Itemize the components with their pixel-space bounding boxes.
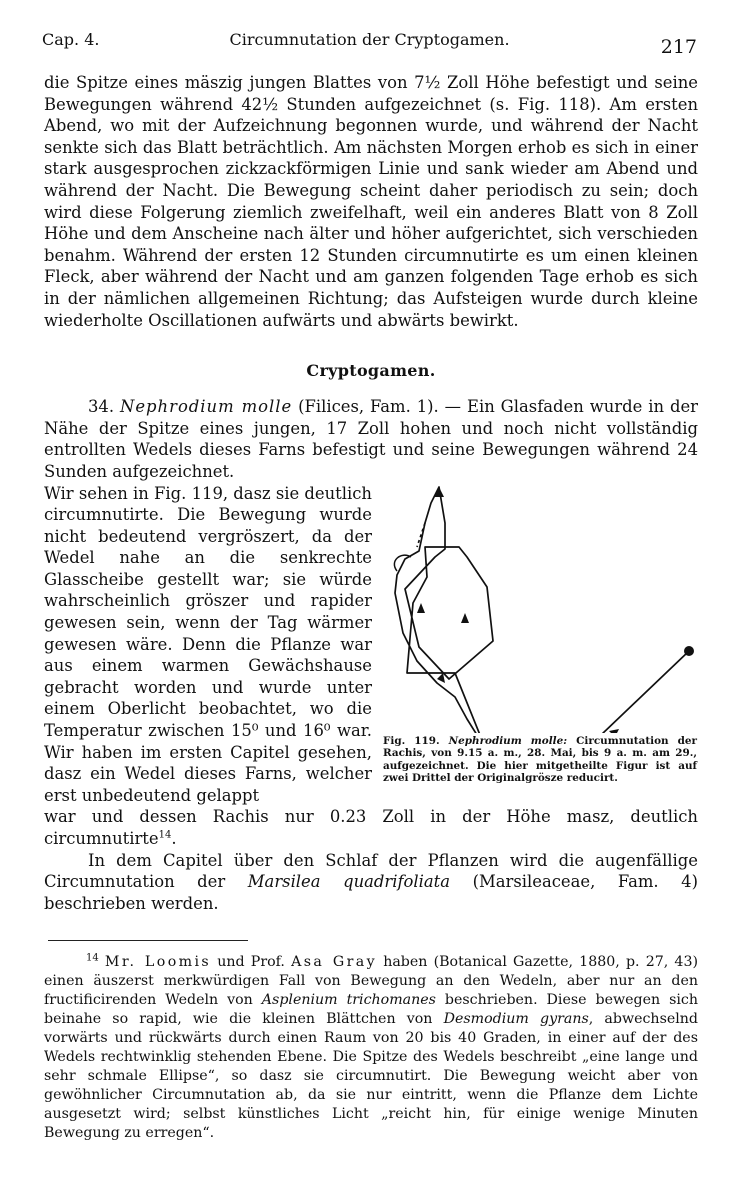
footnote-rule [48, 940, 248, 941]
figure-caption-text: Circumnutation der Rachis, von 9.15 a. m., 28. Mai, bis 9 a. m. am 29., aufgezeichnet. Die hier mitgetheilte Figur ist auf zwei Drittel der Originalgrösze reducirt. [383, 734, 697, 785]
paragraph-continued: die Spitze eines mäszig jungen Blattes von 7½ Zoll Höhe befestigt und seine Bewegungen während 42½ Stunden aufgezeichnet (s. Fig. 118). Am ersten Abend, wo mit der Aufzeichnung begonnen wurde, und während der Nacht senkte sich das Blatt beträchtlich. Am nächsten Morgen erhob es sich in einer stark ausgesprochen zickzackförmigen Linie und sank wieder am Abend und während der Nacht. Die Bewegung scheint daher periodisch zu sein; doch wird diese Folgerung ziemlich zweifelhaft, weil ein anderes Blatt von 8 Zoll Höhe und dem Anscheine nach älter und höher aufgerichtet, sich verschieden benahm. Während der ersten 12 Stunden circumnutirte es um einen kleinen Fleck, aber während der Nacht und am ganzen folgenden Tage erhob es sich in der nämlichen allgemeinen Richtung; das Aufsteigen wurde durch kleine wiederholte Oscillationen aufwärts und abwärts bewirkt. [44, 73, 698, 330]
paragraph-tail-text: war und dessen Rachis nur 0.23 Zoll in der Höhe masz, deutlich circumnutirte [44, 807, 698, 848]
arrowhead [609, 729, 619, 733]
species-name: Asplenium trichomanes [261, 992, 436, 1009]
figure-119 [377, 483, 699, 833]
species-name: Desmodium gyrans [443, 1011, 589, 1028]
author-name: Asa Gray [291, 954, 378, 971]
footnote-ref: 14 [158, 829, 172, 841]
footnote-text: , abwechselnd vorwärts und rückwärts durch einen Raum von 20 bis 40 Graden, in einer auf der des Wedels rechtwinklig stehenden Ebene. Die Spitze des Wedels beschreibt „eine lange und sehr schmale Ellipse“, so dasz sie circumnutirt. Die Bewegung weicht aber von gewöhnlicher Circumnutation ab, da sie nur eintritt, wenn die Pflanze dem Lichte ausgesetzt wird; selbst künstliches Licht „reicht hin, für einige wenige Minuten Bewegung zu erregen“. [44, 1011, 699, 1142]
species-name: Marsilea quadrifoliata [247, 872, 451, 892]
paragraph-nephrodium [44, 396, 698, 482]
paragraph-tail-end: . [171, 829, 177, 848]
footnote-14 [44, 953, 698, 1143]
paragraph-wrapped-text: Wir sehen in Fig. 119, dasz sie deutlich circumnutirte. Die Bewegung wurde nicht bedeutend vergröszert, da der Wedel nahe an die senkrechte Glasscheibe gestellt war; sie würde wahrscheinlich gröszer und rapider gewesen sein, wenn der Tag wärmer gewesen wäre. Denn die Pflanze war aus einem warmen Gewächshause gebracht worden und wurde unter einem Oberlicht beobachtet, wo die Temperatur zwischen 15⁰ und 16⁰ war. Wir haben im ersten Capitel gesehen, dasz ein Wedel dieses Farns, welcher erst unbedeutend gelappt [44, 483, 372, 805]
page-body [44, 72, 698, 1143]
figure-label: Fig. 119. [383, 734, 440, 747]
paragraph-text: (Filices, Fam. 1). — Ein Glasfaden wurde in der Nähe der Spitze eines jungen, 17 Zoll hohen und noch nicht vollständig entrollten Wedels dieses Farns befestigt und seine Bewegungen während 24 Sunden aufgezeichnet. [44, 397, 699, 481]
circumnutation-tracing [377, 483, 699, 733]
running-head [42, 30, 697, 60]
chapter-label: Cap. 4. [42, 30, 100, 49]
section-heading: Cryptogamen. [306, 361, 436, 381]
end-dot [684, 646, 694, 656]
figure-block [44, 483, 698, 807]
item-number: 34. [88, 397, 115, 417]
author-name: Mr. Loomis [104, 954, 212, 971]
figure-species: Nephrodium molle: [448, 734, 568, 747]
footnote-text: und Prof. [211, 954, 292, 971]
footnote-text: beschrieben. Diese bewegen sich beinahe so rapid, wie die kleinen Blättchen von [44, 992, 698, 1028]
footnote-text: haben (Botanical Gazette, 1880, p. 27, 43) einen äuszerst merkwürdigen Fall von Bewegung an den Wedeln, aber nur an den fructificirenden Wedeln von [44, 954, 699, 1009]
page-number: 217 [660, 36, 697, 58]
wrapped-text-column [44, 483, 372, 807]
paragraph-text: (Marsileaceae, Fam. 4) beschrieben werden. [44, 872, 698, 913]
paragraph-text: In dem Capitel über den Schlaf der Pflanzen wird die augenfällige Circumnutation der [44, 850, 698, 892]
footnote-number: 14 [86, 952, 99, 964]
running-title: Circumnutation der Cryptogamen. [229, 30, 510, 49]
arrowhead [417, 603, 425, 613]
species-name: Nephrodium molle [120, 397, 293, 417]
arrowhead [461, 613, 469, 623]
figure-caption [383, 735, 697, 785]
tracing-path [395, 487, 689, 733]
paragraph-marsilea [44, 850, 698, 915]
arrowhead [434, 487, 444, 497]
